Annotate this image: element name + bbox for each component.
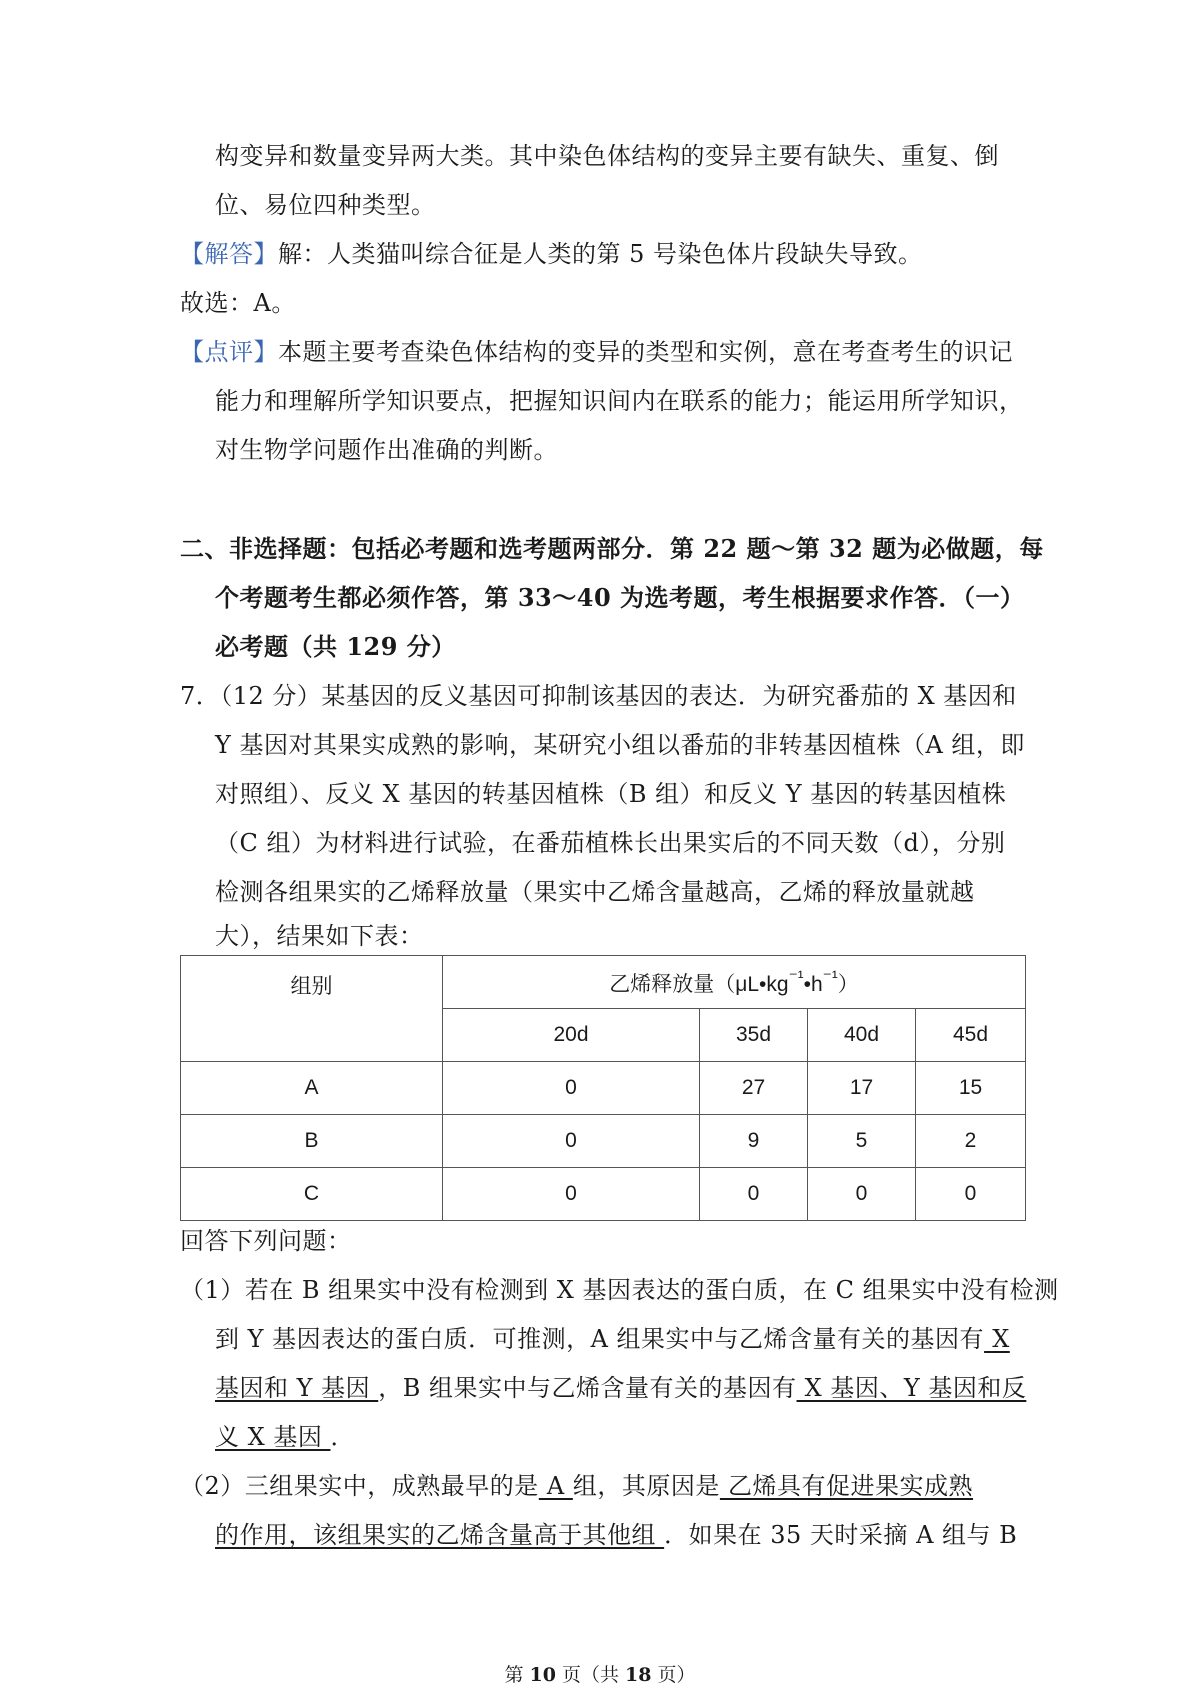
comment-text-1: 本题主要考查染色体结构的变异的类型和实例，意在考查考生的识记 (278, 338, 1013, 366)
group-cell: C (181, 1168, 443, 1221)
question-line-4: （C 组）为材料进行试验，在番茄植株长出果实后的不同天数（d），分别 (215, 829, 1006, 857)
value-cell: 0 (443, 1062, 700, 1115)
value-cell: 17 (808, 1062, 916, 1115)
sub-q1-line-3 (215, 1373, 1026, 1403)
sub-q1-text: ，B 组果实中与乙烯含量有关的基因有 (378, 1374, 797, 1402)
comment-tag: 【点评】 (180, 338, 278, 366)
value-cell: 5 (808, 1115, 916, 1168)
section-heading-3: 必考题（共 129 分） (215, 632, 456, 661)
section-heading-2: 个考题考生都必须作答，第 33～40 为选考题，考生根据要求作答．（一） (215, 583, 1025, 612)
analysis-line-2: 位、易位四种类型。 (215, 191, 436, 219)
value-cell: 27 (700, 1062, 808, 1115)
value-cell: 0 (700, 1168, 808, 1221)
answer-blank: 的作用，该组果实的乙烯含量高于其他组 (215, 1521, 665, 1549)
page-total: 18 (625, 1664, 652, 1686)
answer-tag: 【解答】 (180, 240, 278, 268)
table-row (181, 1168, 1026, 1221)
day-header: 20d (443, 1009, 700, 1062)
sub-q2-text: ．如果在 35 天时采摘 A 组与 B (664, 1521, 1018, 1549)
table-row (181, 1115, 1026, 1168)
sub-q2-text: 组，其原因是 (572, 1472, 720, 1500)
value-cell: 9 (700, 1115, 808, 1168)
page-number: 10 (529, 1664, 556, 1686)
measure-header (443, 956, 1026, 1009)
answer-text: 解：人类猫叫综合征是人类的第 5 号染色体片段缺失导致。 (278, 240, 923, 268)
measure-header-text: 乙烯释放量（μL•kg (609, 972, 789, 996)
question-line-3: 对照组）、反义 X 基因的转基因植株（B 组）和反义 Y 基因的转基因植株 (215, 780, 1007, 808)
answer-blank: X 基因、Y 基因和反 (796, 1374, 1027, 1402)
sub-q2-text: （2）三组果实中，成熟最早的是 (180, 1472, 539, 1500)
question-line-1: 7．（12 分）某基因的反义基因可抑制该基因的表达．为研究番茄的 X 基因和 (180, 682, 1017, 710)
analysis-line-1: 构变异和数量变异两大类。其中染色体结构的变异主要有缺失、重复、倒 (215, 142, 999, 170)
sub-q1-line-4 (215, 1422, 355, 1452)
sub-q1-text: ． (330, 1423, 355, 1451)
unit-superscript: ⁻¹ (822, 966, 838, 987)
value-cell: 0 (443, 1115, 700, 1168)
group-cell: A (181, 1062, 443, 1115)
value-cell: 0 (808, 1168, 916, 1221)
table-row (181, 1062, 1026, 1115)
comment-line-2: 能力和理解所学知识要点，把握知识间内在联系的能力；能运用所学知识， (215, 387, 1024, 415)
choice-line: 故选：A。 (180, 289, 296, 317)
sub-q1-line-1: （1）若在 B 组果实中没有检测到 X 基因表达的蛋白质，在 C 组果实中没有检测 (180, 1276, 1059, 1304)
answer-blank: X (984, 1325, 1010, 1353)
sub-q1-text: 到 Y 基因表达的蛋白质．可推测，A 组果实中与乙烯含量有关的基因有 (215, 1325, 985, 1353)
sub-q2-line-1 (180, 1471, 973, 1501)
answer-blank: 义 X 基因 (215, 1423, 331, 1451)
value-cell: 0 (916, 1168, 1026, 1221)
comment-line-3: 对生物学问题作出准确的判断。 (215, 436, 558, 464)
comment-line-1 (180, 337, 1013, 367)
measure-header-unit: •h (803, 972, 823, 996)
answer-prompt: 回答下列问题： (180, 1227, 352, 1255)
answer-blank: 乙烯具有促进果实成熟 (719, 1472, 974, 1500)
sub-q1-line-2 (215, 1324, 1010, 1354)
sub-q2-line-2 (215, 1520, 1017, 1550)
table-header-row (181, 956, 1026, 1009)
group-cell: B (181, 1115, 443, 1168)
question-line-2: Y 基因对其果实成熟的影响，某研究小组以番茄的非转基因植株（A 组，即 (215, 731, 1025, 759)
page-footer (0, 1660, 1200, 1687)
day-header: 40d (808, 1009, 916, 1062)
section-heading-1: 二、非选择题：包括必考题和选考题两部分．第 22 题～第 32 题为必做题，每 (180, 534, 1044, 563)
answer-blank: A (538, 1472, 573, 1500)
group-header: 组别 (181, 956, 443, 1062)
question-line-5: 检测各组果实的乙烯释放量（果实中乙烯含量越高，乙烯的释放量就越 (215, 878, 975, 906)
value-cell: 0 (443, 1168, 700, 1221)
value-cell: 2 (916, 1115, 1026, 1168)
footer-prefix: 第 (504, 1664, 530, 1686)
question-line-6: 大），结果如下表： (215, 922, 424, 950)
value-cell: 15 (916, 1062, 1026, 1115)
day-header: 45d (916, 1009, 1026, 1062)
ethylene-table (180, 955, 1026, 1221)
footer-mid: 页（共 (555, 1664, 626, 1686)
day-header: 35d (700, 1009, 808, 1062)
unit-superscript: ⁻¹ (788, 966, 804, 987)
answer-line (180, 239, 923, 269)
footer-suffix: 页） (651, 1664, 696, 1686)
answer-blank: 基因和 Y 基因 (215, 1374, 379, 1402)
measure-header-close: ） (837, 972, 859, 996)
